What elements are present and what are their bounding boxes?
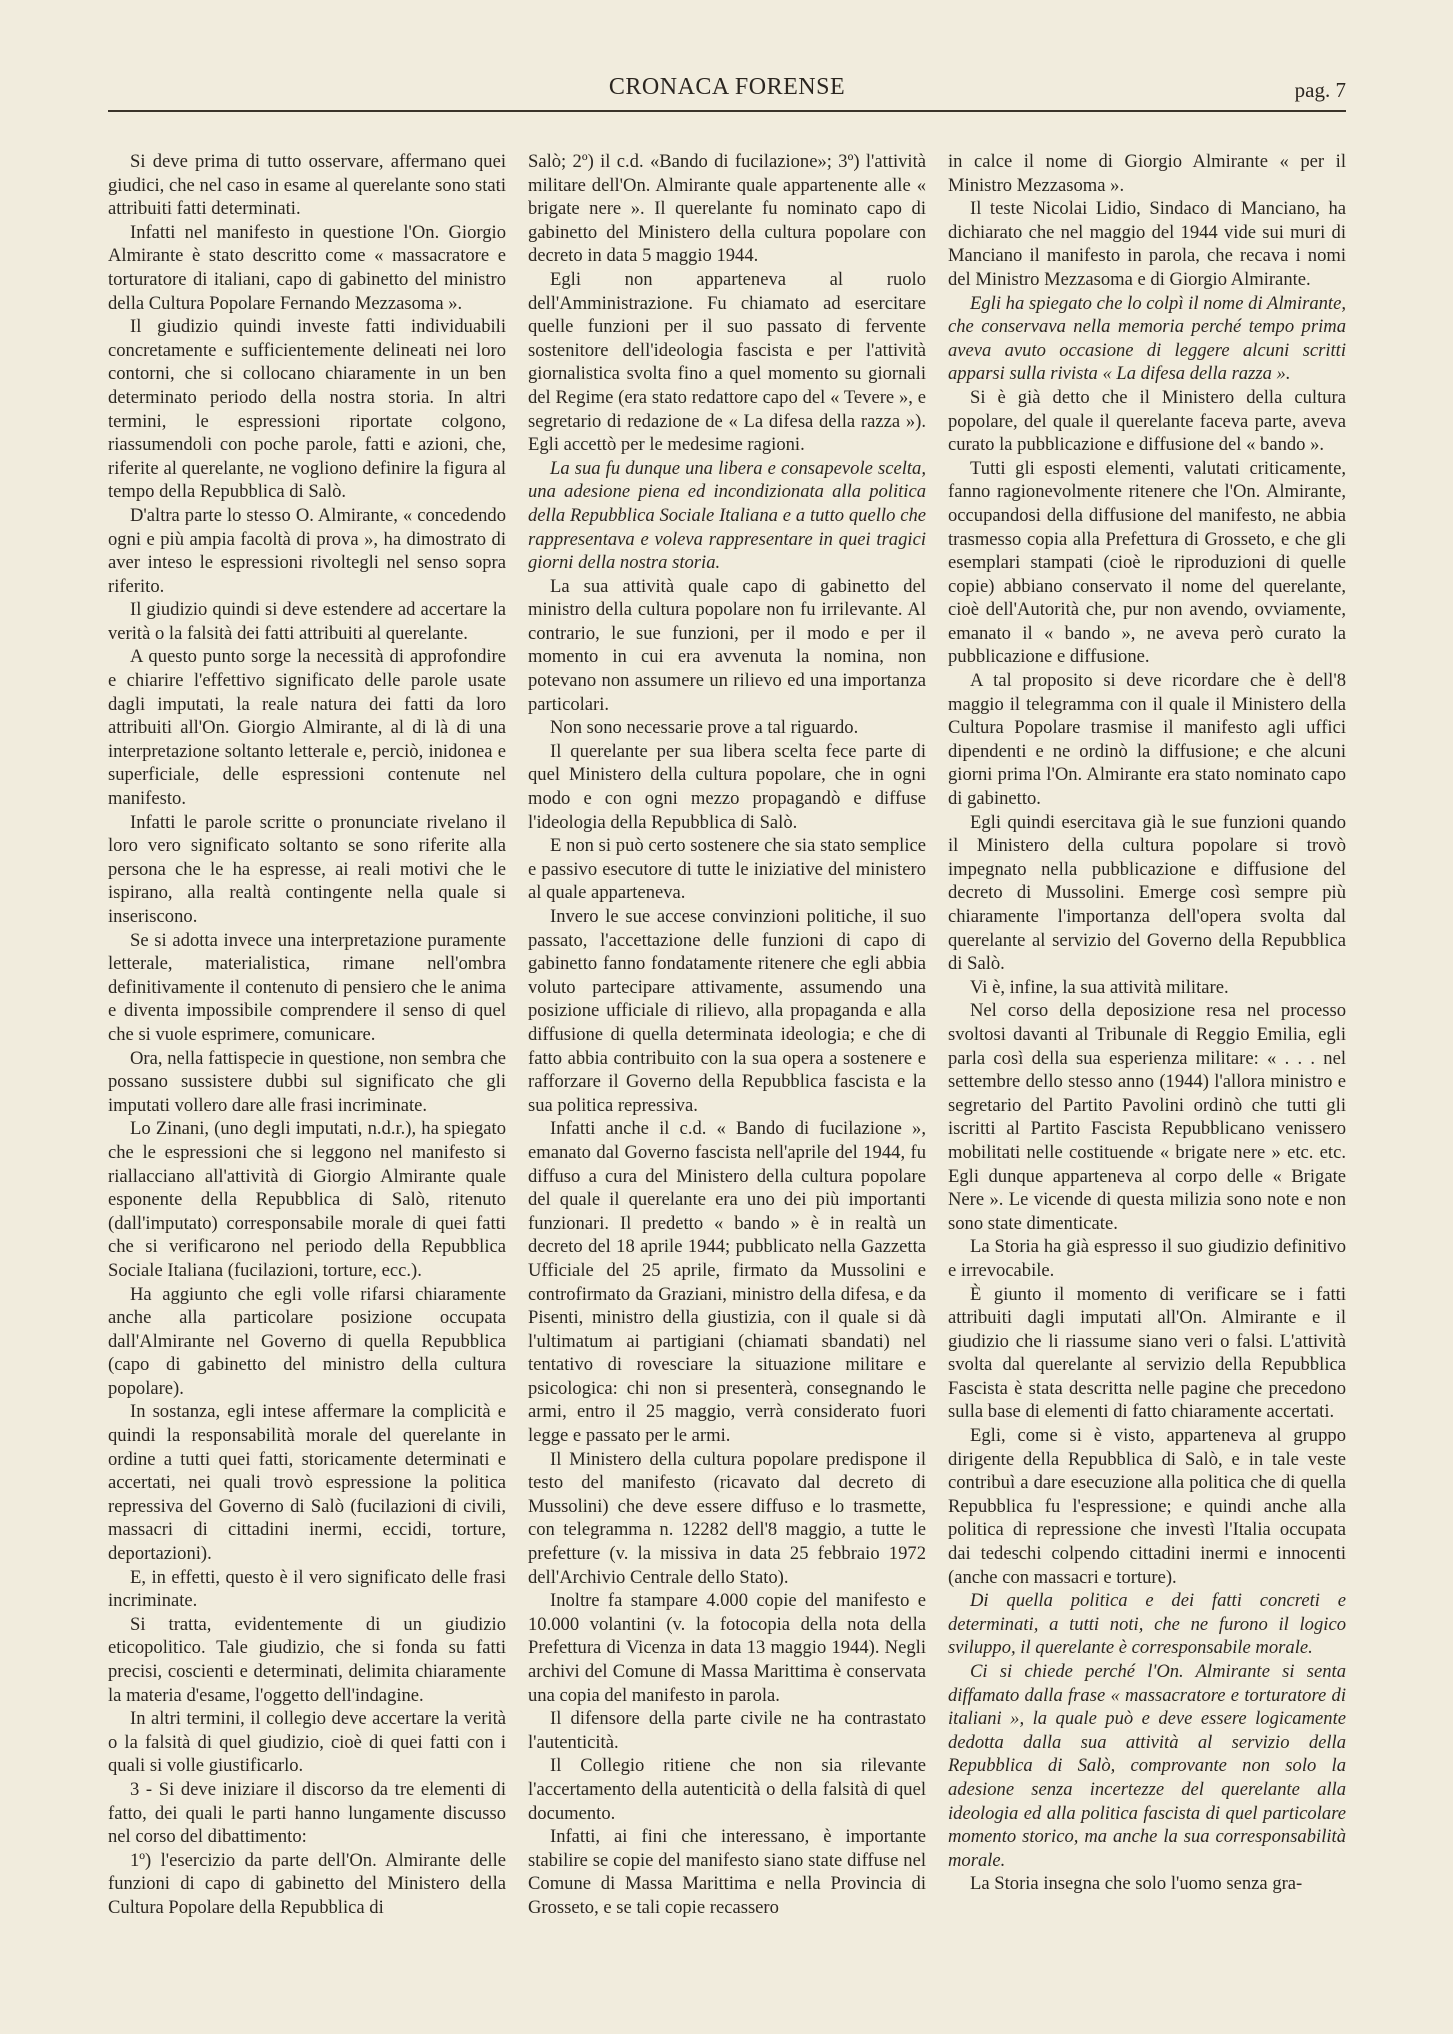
paragraph: Ora, nella fattispecie in questione, non sembra che possano sussistere dubbi sul significato che gli imputati vollero dare alle frasi incriminate.: [108, 1047, 506, 1116]
paragraph: Il giudizio quindi investe fatti individuabili concretamente e sufficientemente delineati nei loro contorni, che si collocano chiaramente in un ben determinato periodo della nostra storia. In altri termini, le espressioni riportate colgono, riassumendoli con poche parole, fatti e azioni, che, riferite al querelante, ne vogliono definire la figura al tempo della Repubblica di Salò.: [108, 316, 506, 503]
paragraph: Egli quindi esercitava già le sue funzioni quando il Ministero della cultura popolare si trovò impegnato nella pubblicazione e diffusione del decreto di Mussolini. Emerge così sempre più chiaramente l'importanza dell'opera svolta dal querelante al servizio del Governo della Repubblica di Salò.: [948, 811, 1346, 975]
page-number: pag. 7: [1294, 78, 1346, 102]
paragraph: Infatti le parole scritte o pronunciate rivelano il loro vero significato soltanto se sono riferite alla persona che le ha espresse, ai reali motivi che le ispirano, alla realtà contingente nella quale si inseriscono.: [108, 811, 506, 927]
text-column-2: [528, 150, 926, 2010]
paragraph: Il giudizio quindi si deve estendere ad accertare la verità o la falsità dei fatti attribuiti al querelante.: [108, 599, 506, 644]
paragraph: Egli non apparteneva al ruolo dell'Amministrazione. Fu chiamato ad esercitare quelle funzioni per il suo passato di fervente sostenitore dell'ideologia fascista e per l'attività giornalistica svolta fino a quel momento su giornali del Regime (era stato redattore capo del « Tevere », e segretario di redazione de « La difesa della razza »). Egli accettò per le medesime ragioni.: [528, 268, 926, 456]
paragraph: 3 - Si deve iniziare il discorso da tre elementi di fatto, dei quali le parti hanno lungamente discusso nel corso del dibattimento:: [108, 1778, 506, 1848]
paragraph: A questo punto sorge la necessità di approfondire e chiarire l'effettivo significato delle parole usate dagli imputati, la reale natura dei fatti da loro attribuiti all'On. Giorgio Almirante, al di là di una interpretazione soltanto letterale e, perciò, inidonea e superficiale, delle espressioni contenute nel manifesto.: [108, 646, 506, 810]
paragraph: In sostanza, egli intese affermare la complicità e quindi la responsabilità morale del querelante in ordine a tutti quei fatti, storicamente determinati e accertati, nei quali trovò espressione la politica repressiva del Governo di Salò (fucilazioni di civili, massacri di cittadini inermi, eccidi, torture, deportazioni).: [108, 1401, 506, 1565]
paragraph: La Storia ha già espresso il suo giudizio definitivo e irrevocabile.: [948, 1236, 1346, 1281]
paragraph: Vi è, infine, la sua attività militare.: [970, 976, 1229, 998]
paragraph: Il teste Nicolai Lidio, Sindaco di Manciano, ha dichiarato che nel maggio del 1944 vide sui muri di Manciano il manifesto in parola, che recava i nomi del Ministro Mezzasoma e di Giorgio Almirante.: [948, 198, 1346, 290]
paragraph: Si tratta, evidentemente di un giudizio eticopolitico. Tale giudizio, che si fonda su fatti precisi, coscienti e determinati, delimita chiaramente la materia d'esame, l'oggetto dell'indagine.: [108, 1613, 506, 1706]
paragraph: Il Collegio ritiene che non sia rilevante l'accertamento della autenticità o della falsità di quel documento.: [528, 1755, 926, 1824]
paragraph: E non si può certo sostenere che sia stato semplice e passivo esecutore di tutte le iniziative del ministero al quale apparteneva.: [528, 835, 926, 904]
paragraph: E, in effetti, questo è il vero significato delle frasi incriminate.: [108, 1566, 506, 1612]
paragraph: Egli, come si è visto, apparteneva al gruppo dirigente della Repubblica di Salò, e in tale veste contribuì a dare esecuzione alla politica che di quella Repubblica fu l'espressione; e quindi anche alla politica di repressione che investì l'Italia occupata dai tedeschi colpendo cittadini inermi e innocenti (anche con massacri e torture).: [948, 1425, 1346, 1588]
paragraph: Salò; 2º) il c.d. «Bando di fucilazione»; 3º) l'attività militare dell'On. Almirante quale appartenente alle « brigate nere ». Il querelante fu nominato capo di gabinetto del Ministero della cultura popolare con decreto in data 5 maggio 1944.: [528, 151, 926, 267]
paragraph: Ci si chiede perché l'On. Almirante si senta diffamato dalla frase « massacratore e torturatore di italiani », la quale può e deve essere logicamente dedotta dalla sua attività al servizio della Repubblica di Salò, comprovante non solo la adesione senza incertezze del querelante alla ideologia ed alla politica fascista di quel particolare momento storico, ma anche la sua corresponsabilità morale.: [948, 1661, 1346, 1871]
paragraph: Infatti anche il c.d. « Bando di fucilazione », emanato dal Governo fascista nell'aprile del 1944, fu diffuso a cura del Ministero della cultura popolare del quale il querelante era uno dei più importanti funzionari. Il predetto « bando » è in realtà un decreto del 18 aprile 1944; pubblicato nella Gazzetta Ufficiale del 25 aprile, firmato da Mussolini e controfirmato da Graziani, ministro della difesa, e da Pisenti, ministro della giustizia, con il quale si dà l'ultimatum ai partigiani (chiamati sbandati) nel tentativo di rovesciare la situazione militare e psicologica: chi non si presenterà, consegnando le armi, entro il 25 maggio, verrà considerato fuori legge e passato per le armi.: [528, 1118, 926, 1447]
paragraph: Non sono necessarie prove a tal riguardo.: [550, 717, 859, 739]
paragraph: Ha aggiunto che egli volle rifarsi chiaramente anche alla particolare posizione occupata dall'Almirante nel Governo di quella Repubblica (capo di gabinetto del ministro della cultura popolare).: [108, 1283, 506, 1399]
paragraph: La sua fu dunque una libera e consapevole scelta, una adesione piena ed incondizionata alla politica della Repubblica Sociale Italiana e a tutto quello che rappresentava e voleva rappresentare in quei tragici giorni della nostra storia.: [528, 457, 926, 574]
journal-title: CRONACA FORENSE: [608, 74, 846, 100]
paragraph: Nel corso della deposizione resa nel processo svoltosi davanti al Tribunale di Reggio Emilia, egli parla così della sua esperienza militare: « . . . nel settembre dello stesso anno (1944) l'allora ministro e segretario del Partito Pavolini ordinò che tutti gli iscritti al Partito Fascista Repubblicano venissero mobilitati nelle costituende « brigate nere » etc. etc. Egli dunque apparteneva al corpo delle « Brigate Nere ». Le vicende di questa milizia sono note e non sono state dimenticate.: [948, 1000, 1346, 1234]
paragraph: Il Ministero della cultura popolare predispone il testo del manifesto (ricavato dal decreto di Mussolini) che deve essere diffuso e lo trasmette, con telegramma n. 12282 dell'8 maggio, a tutte le prefetture (v. la missiva in data 25 febbraio 1972 dell'Archivio Centrale dello Stato).: [528, 1448, 926, 1588]
paragraph: Infatti, ai fini che interessano, è importante stabilire se copie del manifesto siano state diffuse nel Comune di Massa Marittima e nella Provincia di Grosseto, e se tali copie recassero: [528, 1826, 926, 1918]
paragraph: Egli ha spiegato che lo colpì il nome di Almirante, che conservava nella memoria perché tempo prima aveva avuto occasione di leggere alcuni scritti apparsi sulla rivista « La difesa della razza ».: [948, 292, 1346, 385]
paragraph: Lo Zinani, (uno degli imputati, n.d.r.), ha spiegato che le espressioni che si leggono nel manifesto si riallacciano all'attività di Giorgio Almirante quale esponente della Repubblica di Salò, ritenuto (dall'imputato) corresponsabile morale di quei fatti che si verificarono nel periodo della Repubblica Sociale Italiana (fucilazioni, torture, ecc.).: [108, 1118, 506, 1281]
paragraph: 1º) l'esercizio da parte dell'On. Almirante delle funzioni di capo di gabinetto del Ministero della Cultura Popolare della Repubblica di: [108, 1849, 506, 1918]
paragraph: Di quella politica e dei fatti concreti e determinati, a tutti noti, che ne furono il logico sviluppo, il querelante è corresponsabile morale.: [948, 1590, 1346, 1659]
paragraph: Il querelante per sua libera scelta fece parte di quel Ministero della cultura popolare, che in ogni modo e con ogni mezzo propagandò e diffuse l'ideologia della Repubblica di Salò.: [528, 740, 926, 833]
paragraph: Si deve prima di tutto osservare, affermano quei giudici, che nel caso in esame al querelante sono stati attribuiti fatti determinati.: [108, 151, 506, 220]
text-column-3: [948, 150, 1346, 2010]
paragraph: Inoltre fa stampare 4.000 copie del manifesto e 10.000 volantini (v. la fotocopia della nota della Prefettura di Vicenza in data 13 maggio 1944). Negli archivi del Comune di Massa Marittima è conservata una copia del manifesto in parola.: [528, 1590, 926, 1706]
paragraph: in calce il nome di Giorgio Almirante « per il Ministro Mezzasoma ».: [948, 151, 1346, 196]
paragraph: La sua attività quale capo di gabinetto del ministro della cultura popolare non fu irrilevante. Al contrario, le sue funzioni, per il modo e per il momento in cui era avvenuta la nomina, non potevano non assumere un rilievo ed una importanza particolari.: [528, 575, 926, 715]
paragraph: Il difensore della parte civile ne ha contrastato l'autenticità.: [528, 1708, 926, 1753]
paragraph: A tal proposito si deve ricordare che è dell'8 maggio il telegramma con il quale il Ministero della Cultura Popolare trasmise il manifesto agli uffici dipendenti e ne ordinò la diffusione; e che alcuni giorni prima l'On. Almirante era stato nominato capo di gabinetto.: [948, 670, 1346, 810]
text-column-1: [108, 150, 506, 2010]
paragraph: Infatti nel manifesto in questione l'On. Giorgio Almirante è stato descritto come « massacratore e torturatore di italiani, capo di gabinetto del ministro della Cultura Popolare Fernando Mezzasoma ».: [108, 221, 506, 314]
paragraph: In altri termini, il collegio deve accertare la verità o la falsità di quel giudizio, cioè di quei fatti con i quali si volle giustificarlo.: [108, 1708, 506, 1777]
paragraph: Invero le sue accese convinzioni politiche, il suo passato, l'accettazione delle funzioni di capo di gabinetto fanno fondatamente ritenere che egli abbia voluto partecipare attivamente, assumendo una posizione ufficiale di rilievo, alla propaganda e alla diffusione di quella determinata ideologia; e che di fatto abbia contribuito con la sua opera a sostenere e rafforzare il Governo della Repubblica fascista e la sua politica repressiva.: [528, 906, 926, 1116]
paragraph: Tutti gli esposti elementi, valutati criticamente, fanno ragionevolmente ritenere che l'On. Almirante, occupandosi della diffusione del manifesto, ne abbia trasmesso copia alla Prefettura di Grosseto, e che gli esemplari stampati (cioè le riproduzioni di quelle copie) abbiano conservato il nome del querelante, cioè dell'Autorità che, pur non avendo, ovviamente, emanato il « bando », ne aveva però curato la pubblicazione e diffusione.: [948, 457, 1346, 668]
paragraph: D'altra parte lo stesso O. Almirante, « concedendo ogni e più ampia facoltà di prova », ha dimostrato di aver inteso le espressioni rivoltegli nel senso sopra riferito.: [108, 504, 506, 597]
paragraph: Se si adotta invece una interpretazione puramente letterale, materialistica, rimane nell'ombra definitivamente il contenuto di pensiero che le anima e diventa impossibile comprendere il senso di quel che si vuole esprimere, comunicare.: [108, 929, 506, 1045]
paragraph: È giunto il momento di verificare se i fatti attribuiti dagli imputati all'On. Almirante e il giudizio che li riassume siano veri o falsi. L'attività svolta dal querelante al servizio della Repubblica Fascista è stata descritta nelle pagine che precedono sulla base di elementi di fatto chiaramente accertati.: [948, 1283, 1346, 1423]
page-header: [108, 70, 1346, 112]
paragraph: Si è già detto che il Ministero della cultura popolare, del quale il querelante faceva parte, aveva curato la pubblicazione e diffusione del « bando ».: [948, 386, 1346, 456]
paragraph: La Storia insegna che solo l'uomo senza gra-: [970, 1873, 1303, 1895]
